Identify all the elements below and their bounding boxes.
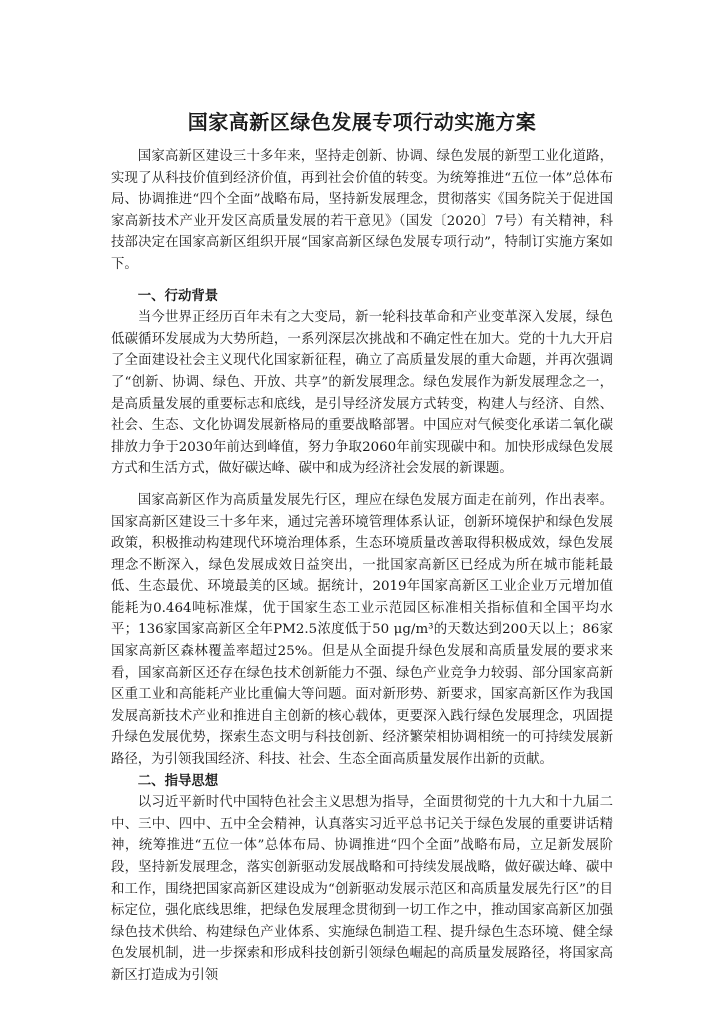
section-paragraph: 国家高新区作为高质量发展先行区，理应在绿色发展方面走在前列，作出表率。国家高新区建设三十多年来，通过完善环境管理体系认证，创新环境保护和绿色发展政策，积极推动构建现代环境治理体系，生态环境质量改善取得积极成效，绿色发展理念不断深入，绿色发展成效日益突出，一批国家高新区已经成为所在城市能耗最低、生态最优、环境最美的区域。据统计，2019年国家高新区工业企业万元增加值能耗为0.464吨标准煤，优于国家生态工业示范园区标准相关指标值和全国平均水平；136家国家高新区全年PM2.5浓度低于50 μg/m³的天数达到200天以上；86家国家高新区森林覆盖率超过25%。但是从全面提升绿色发展和高质量发展的要求来看，国家高新区还存在绿色技术创新能力不强、绿色产业竞争力较弱、部分国家高新区重工业和高能耗产业比重偏大等问题。面对新形势、新要求，国家高新区作为我国发展高新技术产业和推进自主创新的核心载体，更要深入践行绿色发展理念，巩固提升绿色发展优势，探索生态文明与科技创新、经济繁荣相协调相统一的可持续发展新路径，为引领我国经济、科技、社会、生态全面高质量发展作出新的贡献。 bbox=[111, 492, 613, 768]
section-heading: 一、行动背景 bbox=[137, 287, 219, 304]
intro-paragraph: 国家高新区建设三十多年来，坚持走创新、协调、绿色发展的新型工业化道路，实现了从科技价值到经济价值，再到社会价值的转变。为统筹推进“五位一体”总体布局、协调推进“四个全面”战略布局，坚持新发展理念，贯彻落实《国务院关于促进国家高新技术产业开发区高质量发展的若干意见》（国发〔2020〕7号）有关精神，科技部决定在国家高新区组织开展“国家高新区绿色发展专项行动”，特制订实施方案如下。 bbox=[111, 149, 613, 272]
document-body bbox=[111, 146, 613, 987]
section-heading: 二、指导思想 bbox=[137, 772, 219, 789]
section-guiding-ideology bbox=[111, 771, 613, 987]
section-paragraph: 以习近平新时代中国特色社会主义思想为指导，全面贯彻党的十九大和十九届二中、三中、四中、五中全会精神，认真落实习近平总书记关于绿色发展的重要讲话精神，统筹推进“五位一体”总体布局、协调推进“四个全面”战略布局，立足新发展阶段，坚持新发展理念，落实创新驱动发展战略和可持续发展战略，做好碳达峰、碳中和工作，围绕把国家高新区建设成为“创新驱动发展示范区和高质量发展先行区”的目标定位，强化底线思维，把绿色发展理念贯彻到一切工作之中，推动国家高新区加强绿色技术供给、构建绿色产业体系、实施绿色制造工程、提升绿色生态环境、健全绿色发展机制，进一步探索和形成科技创新引领绿色崛起的高质量发展路径，将国家高新区打造成为引领 bbox=[111, 795, 613, 983]
page-title: 国家高新区绿色发展专项行动实施方案 bbox=[187, 110, 537, 134]
section-paragraph: 当今世界正经历百年未有之大变局，新一轮科技革命和产业变革深入发展，绿色低碳循环发展成为大势所趋，一系列深层次挑战和不确定性在加大。党的十九大开启了全面建设社会主义现代化国家新征程，确立了高质量发展的重大命题，并再次强调了“创新、协调、绿色、开放、共享”的新发展理念。绿色发展作为新发展理念之一，是高质量发展的重要标志和底线，是引导经济发展方式转变，构建人与经济、自然、社会、生态、文化协调发展新格局的重要战略部署。中国应对气候变化承诺二氧化碳排放力争于2030年前达到峰值，努力争取2060年前实现碳中和。加快形成绿色发展方式和生活方式，做好碳达峰、碳中和成为经济社会发展的新课题。 bbox=[111, 310, 613, 477]
section-background bbox=[111, 286, 613, 771]
